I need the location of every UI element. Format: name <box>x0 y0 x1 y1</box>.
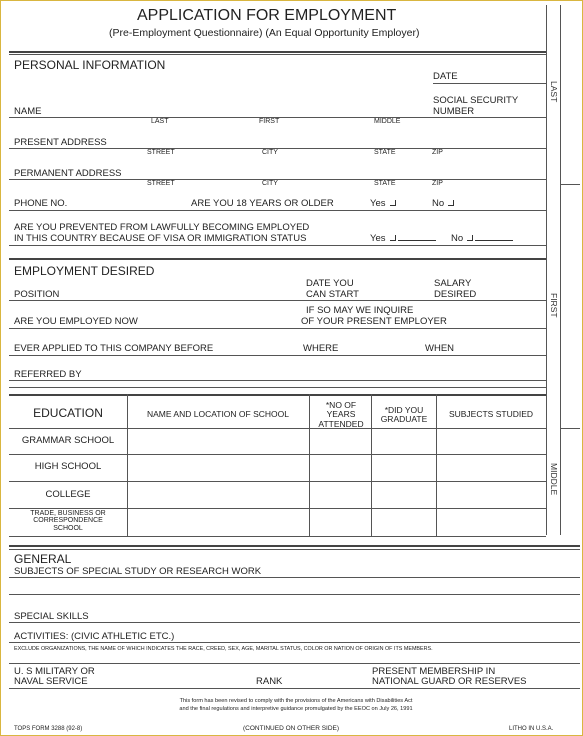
age-yes-option[interactable] <box>370 199 396 209</box>
addr-state: STATE <box>374 149 396 156</box>
visa-no-option[interactable] <box>451 234 513 244</box>
inquire-label-2: OF YOUR PRESENT EMPLOYER <box>301 316 447 327</box>
side-rule-outer <box>560 5 561 535</box>
special-study-field[interactable] <box>9 577 580 578</box>
guard-label-2: NATIONAL GUARD OR RESERVES <box>372 676 527 687</box>
side-rule-inner <box>546 5 547 535</box>
education-heading: EDUCATION <box>33 406 103 420</box>
activities-label: ACTIVITIES: (CIVIC ATHLETIC ETC.) <box>14 631 175 642</box>
check-mark-icon <box>390 235 396 241</box>
employed-now-label: ARE YOU EMPLOYED NOW <box>14 316 138 327</box>
col-graduate <box>374 406 434 425</box>
row-trade-school-text: TRADE, BUSINESS OR CORRESPONDENCE SCHOOL <box>30 510 106 532</box>
inquire-label-1: IF SO MAY WE INQUIRE <box>306 305 414 316</box>
row-high-school: HIGH SCHOOL <box>34 461 102 472</box>
where-label: WHERE <box>303 343 339 354</box>
date-field[interactable] <box>433 83 546 84</box>
age-no-label: No <box>432 198 445 209</box>
row-trade-school <box>19 510 117 532</box>
section-rule-employment <box>9 258 546 260</box>
header-rule <box>9 51 546 53</box>
check-mark-icon <box>467 235 473 241</box>
col-years-attended <box>313 401 369 429</box>
date-start-label-2: CAN START <box>306 289 359 300</box>
applied-before-field[interactable] <box>9 355 546 356</box>
section-rule-general <box>9 545 580 547</box>
form-number: TOPS FORM 3288 (92-8) <box>14 726 83 732</box>
position-label: POSITION <box>14 289 60 300</box>
litho-note: LITHO IN U.S.A. <box>509 726 554 732</box>
rank-label: RANK <box>256 676 283 687</box>
continued-note: (CONTINUED ON OTHER SIDE) <box>242 725 340 732</box>
name-part-middle: MIDDLE <box>374 118 401 125</box>
education-table-top <box>9 394 546 396</box>
name-part-first: FIRST <box>259 118 280 125</box>
visa-question-line1: ARE YOU PREVENTED FROM LAWFULLY BECOMING EMPLOYED <box>14 222 310 233</box>
age-no-option[interactable] <box>432 199 454 209</box>
name-part-last: LAST <box>151 118 169 125</box>
position-field[interactable] <box>9 300 546 301</box>
military-label-1: U. S MILITARY OR <box>14 666 95 677</box>
salary-label-2: DESIRED <box>434 289 477 300</box>
section-heading-personal: PERSONAL INFORMATION <box>14 58 166 72</box>
when-label: WHEN <box>425 343 455 354</box>
special-study-label: SUBJECTS OF SPECIAL STUDY OR RESEARCH WORK <box>14 566 262 577</box>
ssn-label <box>433 96 533 118</box>
date-label: DATE <box>433 71 458 82</box>
addr-street: STREET <box>147 149 175 156</box>
perm-street: STREET <box>147 180 175 187</box>
col-subjects: SUBJECTS STUDIED <box>448 409 534 419</box>
revision-notice-2: and the final regulations and interpretive guidance promulgated by the EEOC on July 26, 1991 <box>179 706 413 712</box>
addr-zip: ZIP <box>432 149 443 156</box>
row-grammar-school: GRAMMAR SCHOOL <box>21 435 115 446</box>
side-label-first: FIRST <box>549 293 559 318</box>
form-title: APPLICATION FOR EMPLOYMENT <box>137 7 397 24</box>
visa-yes-label: Yes <box>370 233 386 244</box>
ssn-label-text: SOCIAL SECURITY NUMBER <box>433 95 518 117</box>
form-subtitle: (Pre-Employment Questionnaire) (An Equal Opportunity Employer) <box>109 27 420 39</box>
section-heading-general: GENERAL <box>14 552 72 566</box>
revision-notice-1: This form has been revised to comply with the provisions of the Americans with Disabilities Act <box>179 698 413 704</box>
visa-no-label: No <box>451 233 464 244</box>
age-question: ARE YOU 18 YEARS OR OLDER <box>191 198 334 209</box>
activities-field[interactable] <box>9 642 580 643</box>
visa-question-line2: IN THIS COUNTRY BECAUSE OF VISA OR IMMIGRATION STATUS <box>14 233 307 244</box>
special-skills-field[interactable] <box>9 622 580 623</box>
addr-city: CITY <box>262 149 278 156</box>
visa-yes-option[interactable] <box>370 234 436 244</box>
check-mark-icon <box>448 200 454 206</box>
referred-by-field[interactable] <box>9 380 546 381</box>
age-yes-label: Yes <box>370 198 386 209</box>
check-mark-icon <box>390 200 396 206</box>
date-start-label-1: DATE YOU <box>306 278 354 289</box>
guard-label-1: PRESENT MEMBERSHIP IN <box>372 666 496 677</box>
referred-by-label: REFERRED BY <box>14 369 82 380</box>
school-name-cell[interactable] <box>128 429 308 535</box>
perm-zip: ZIP <box>432 180 443 187</box>
section-heading-employment: EMPLOYMENT DESIRED <box>14 264 155 278</box>
side-label-last: LAST <box>549 81 559 103</box>
permanent-address-label: PERMANENT ADDRESS <box>14 168 122 179</box>
perm-city: CITY <box>262 180 278 187</box>
name-label: NAME <box>14 106 42 117</box>
special-skills-label: SPECIAL SKILLS <box>14 611 89 622</box>
perm-state: STATE <box>374 180 396 187</box>
row-college: COLLEGE <box>45 489 91 500</box>
col-graduate-text: *DID YOU GRADUATE <box>380 405 428 425</box>
col-years-attended-text: *NO OF YEARS ATTENDED <box>318 400 364 429</box>
side-label-middle: MIDDLE <box>549 463 559 496</box>
present-address-label: PRESENT ADDRESS <box>14 137 107 148</box>
military-field[interactable] <box>9 688 580 689</box>
salary-label-1: SALARY <box>434 278 472 289</box>
military-label-2: NAVAL SERVICE <box>14 676 88 687</box>
applied-before-label: EVER APPLIED TO THIS COMPANY BEFORE <box>14 343 214 354</box>
col-school-name: NAME AND LOCATION OF SCHOOL <box>146 409 289 419</box>
employed-now-field[interactable] <box>9 328 546 329</box>
phone-label: PHONE NO. <box>14 198 68 209</box>
exclude-note: EXCLUDE ORGANIZATIONS, THE NAME OF WHICH INDICATES THE RACE, CREED, SEX, AGE, MARITAL STATUS, COLOR OR NATION OF ORIGIN OF ITS MEMBERS. <box>14 646 433 652</box>
